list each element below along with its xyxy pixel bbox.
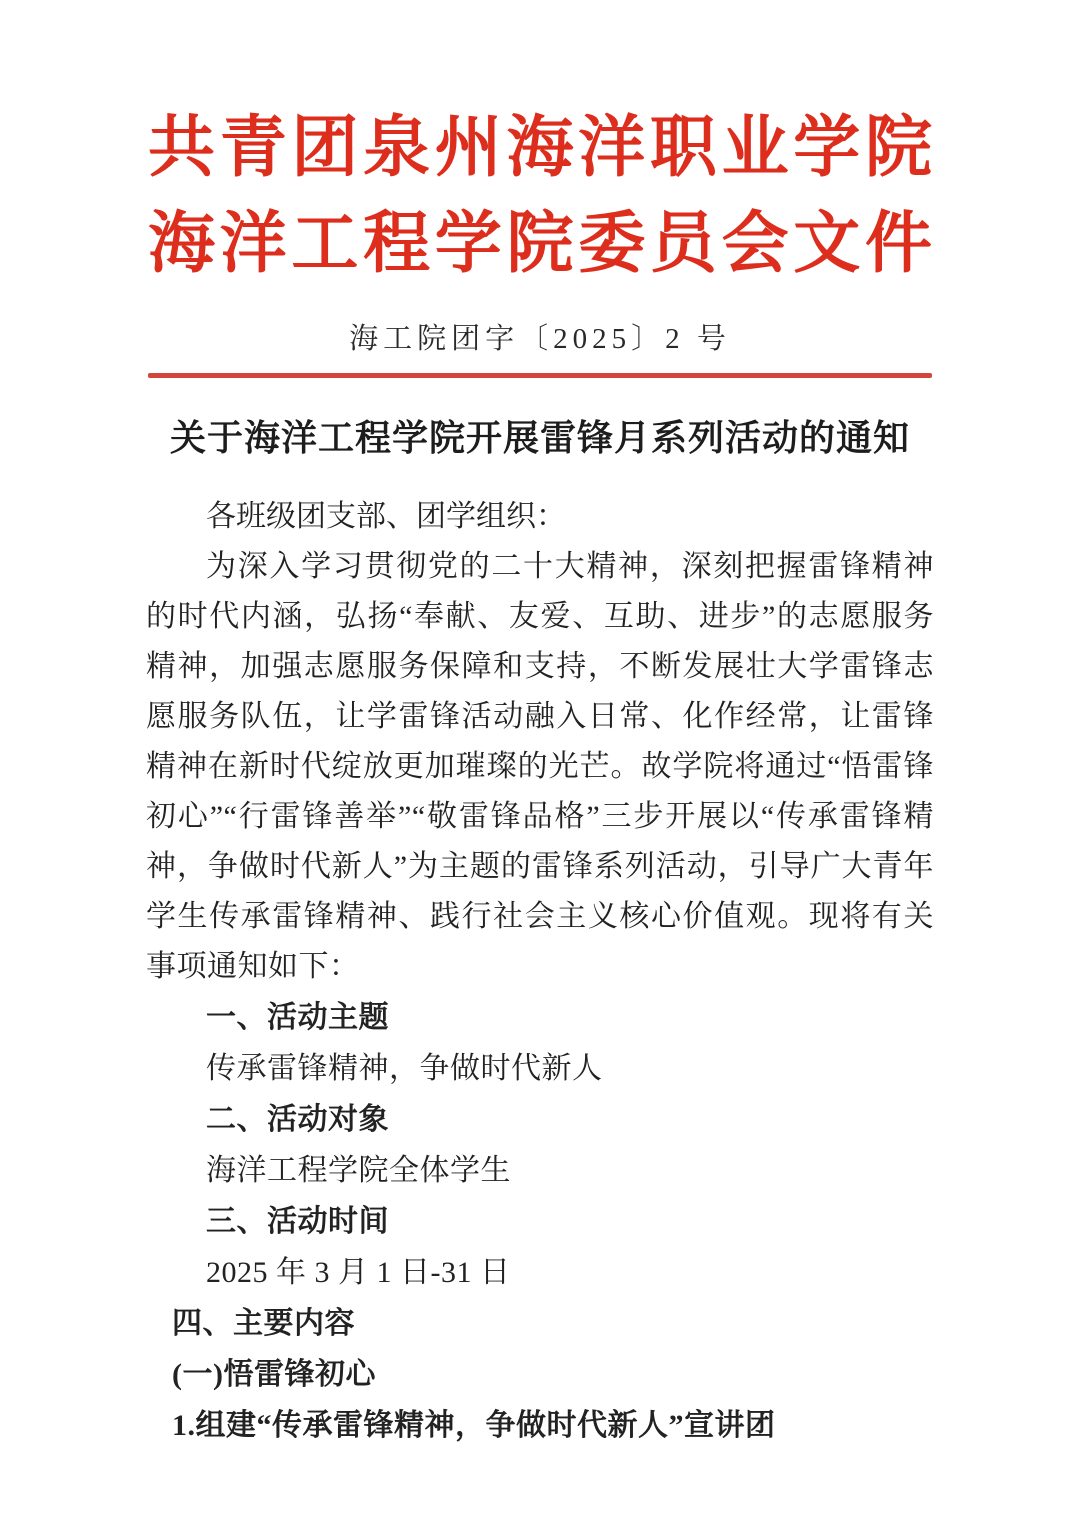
doc-number: 海工院团字〔2025〕2 号 <box>349 323 731 355</box>
salutation: 各班级团支部、团学组织： <box>206 500 566 533</box>
section4-item1: 1.组建“传承雷锋精神，争做时代新人”宣讲团 <box>172 1409 776 1442</box>
letterhead-header <box>0 0 1080 378</box>
document-body <box>0 410 1080 1451</box>
doc-title: 关于海洋工程学院开展雷锋月系列活动的通知 <box>169 418 910 458</box>
red-divider-rule <box>148 373 932 378</box>
section2-content: 海洋工程学院全体学生 <box>206 1154 511 1187</box>
section3-heading: 三、活动时间 <box>206 1205 389 1238</box>
section1-heading: 一、活动主题 <box>206 1001 389 1034</box>
section4-heading: 四、主要内容 <box>172 1307 355 1340</box>
letterhead-line2: 海洋工程学院委员会文件 <box>148 207 932 281</box>
section3-content: 2025 年 3 月 1 日-31 日 <box>206 1256 511 1289</box>
section1-content: 传承雷锋精神，争做时代新人 <box>206 1052 603 1085</box>
letterhead <box>148 0 932 292</box>
section4-sub-heading: (一)悟雷锋初心 <box>172 1358 376 1391</box>
intro-paragraph: 为深入学习贯彻党的二十大精神，深刻把握雷锋精神的时代内涵，弘扬“奉献、友爱、互助、进步”的志愿服务精神，加强志愿服务保障和支持，不断发展壮大学雷锋志愿服务队伍，让学雷锋活动融入日常、化作经常，让雷锋精神在新时代绽放更加璀璨的光芒。故学院将通过“悟雷锋初心”“行雷锋善举”“敬雷锋品格”三步开展以“传承雷锋精神，争做时代新人”为主题的雷锋系列活动，引导广大青年学生传承雷锋精神、践行社会主义核心价值观。现将有关事项通知如下： <box>146 550 934 983</box>
letterhead-line1: 共青团泉州海洋职业学院 <box>148 111 932 185</box>
section2-heading: 二、活动对象 <box>206 1103 389 1136</box>
